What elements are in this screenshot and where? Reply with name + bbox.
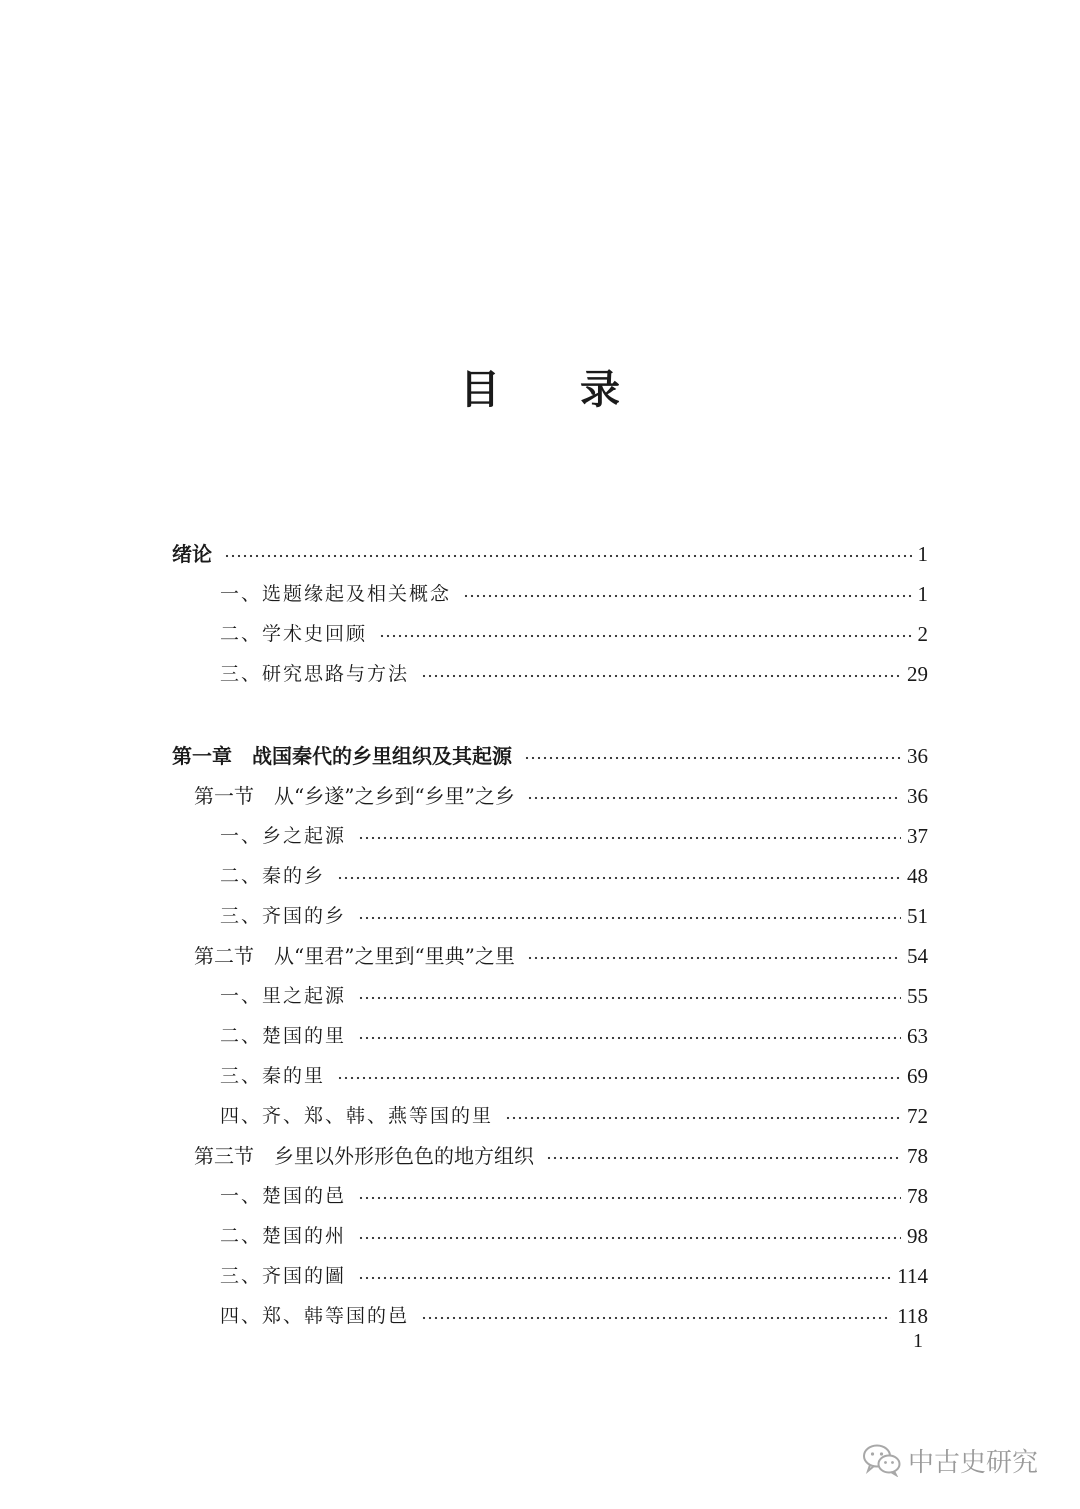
toc-entry-label: 三、齐国的圖 xyxy=(220,1265,347,1287)
toc-subsection-row xyxy=(172,1300,928,1332)
toc-entry-page: 1 xyxy=(917,542,928,566)
dot-leader xyxy=(358,833,901,843)
toc-entry-label: 第一节 从“乡遂”之乡到“乡里”之乡 xyxy=(194,784,515,808)
toc-subsection-row xyxy=(172,1020,928,1052)
dot-leader xyxy=(527,793,901,803)
dot-leader xyxy=(358,1033,901,1043)
toc-subsection-row xyxy=(172,658,928,690)
toc-entry-label: 二、学术史回顾 xyxy=(220,623,368,645)
toc-subsection-row xyxy=(172,578,928,610)
title-char-2: 录 xyxy=(580,366,620,413)
toc-entry-label: 第一章 战国秦代的乡里组织及其起源 xyxy=(172,744,512,768)
toc-entry-label: 三、研究思路与方法 xyxy=(220,663,410,685)
toc-entry-page: 2 xyxy=(917,622,928,646)
toc-entry-label: 三、齐国的乡 xyxy=(220,905,347,927)
dot-leader xyxy=(527,953,901,963)
toc-entry-page: 36 xyxy=(907,784,928,808)
dot-leader xyxy=(337,1073,901,1083)
toc-subsection-row xyxy=(172,860,928,892)
toc-entry-label: 一、里之起源 xyxy=(220,985,347,1007)
dot-leader xyxy=(379,631,911,641)
dot-leader xyxy=(224,551,912,561)
toc-entry-label: 二、楚国的州 xyxy=(220,1225,347,1247)
toc-entry-page: 29 xyxy=(907,662,928,686)
dot-leader xyxy=(358,1193,901,1203)
toc-entry-page: 37 xyxy=(907,824,928,848)
dot-leader xyxy=(358,913,901,923)
toc-section-row xyxy=(172,780,928,812)
toc-entry-page: 98 xyxy=(907,1224,928,1248)
toc-subsection-row xyxy=(172,820,928,852)
toc-subsection-row xyxy=(172,1060,928,1092)
toc-entry-page: 55 xyxy=(907,984,928,1008)
toc-subsection-row xyxy=(172,900,928,932)
dot-leader xyxy=(358,993,901,1003)
dot-leader xyxy=(358,1273,891,1283)
dot-leader xyxy=(505,1113,901,1123)
toc-section-row xyxy=(172,940,928,972)
dot-leader xyxy=(463,591,911,601)
toc-entry-label: 第三节 乡里以外形形色色的地方组织 xyxy=(194,1144,534,1168)
toc-entry-page: 48 xyxy=(907,864,928,888)
toc-chapter-row xyxy=(172,740,928,772)
toc-chapter-row xyxy=(172,538,928,570)
wechat-icon xyxy=(862,1443,902,1477)
toc-entry-page: 54 xyxy=(907,944,928,968)
toc-entry-label: 四、郑、韩等国的邑 xyxy=(220,1305,410,1327)
dot-leader xyxy=(358,1233,901,1243)
toc-entry-label: 一、选题缘起及相关概念 xyxy=(220,583,452,605)
toc-subsection-row xyxy=(172,1220,928,1252)
toc-entry-label: 第二节 从“里君”之里到“里典”之里 xyxy=(194,944,515,968)
toc-entry-label: 绪论 xyxy=(172,542,212,566)
page-title xyxy=(0,358,1080,415)
dot-leader xyxy=(421,671,901,681)
toc-entry-label: 二、秦的乡 xyxy=(220,865,326,887)
toc-subsection-row xyxy=(172,1100,928,1132)
toc-entry-page: 78 xyxy=(907,1144,928,1168)
toc-entry-label: 四、齐、郑、韩、燕等国的里 xyxy=(220,1105,494,1127)
toc-entry-page: 1 xyxy=(917,582,928,606)
toc-entry-label: 三、秦的里 xyxy=(220,1065,326,1087)
toc-subsection-row xyxy=(172,618,928,650)
toc-entry-page: 51 xyxy=(907,904,928,928)
watermark xyxy=(862,1440,1038,1480)
title-char-1: 目 xyxy=(460,366,500,413)
toc-entry-label: 一、乡之起源 xyxy=(220,825,347,847)
toc-subsection-row xyxy=(172,1180,928,1212)
toc-entry-label: 一、楚国的邑 xyxy=(220,1185,347,1207)
toc-entry-page: 36 xyxy=(907,744,928,768)
dot-leader xyxy=(524,753,901,763)
toc-entry-page: 69 xyxy=(907,1064,928,1088)
toc-section-row xyxy=(172,1140,928,1172)
toc-entry-label: 二、楚国的里 xyxy=(220,1025,347,1047)
toc-entry-page: 63 xyxy=(907,1024,928,1048)
toc-entry-page: 114 xyxy=(897,1264,928,1288)
toc-entry-page: 78 xyxy=(907,1184,928,1208)
dot-leader xyxy=(337,873,901,883)
footer-page-number: 1 xyxy=(913,1330,923,1352)
watermark-text: 中古史研究 xyxy=(908,1447,1039,1478)
toc-subsection-row xyxy=(172,1260,928,1292)
toc-entry-page: 118 xyxy=(897,1304,928,1328)
toc-entry-page: 72 xyxy=(907,1104,928,1128)
dot-leader xyxy=(546,1153,901,1163)
dot-leader xyxy=(421,1313,891,1323)
toc-subsection-row xyxy=(172,980,928,1012)
